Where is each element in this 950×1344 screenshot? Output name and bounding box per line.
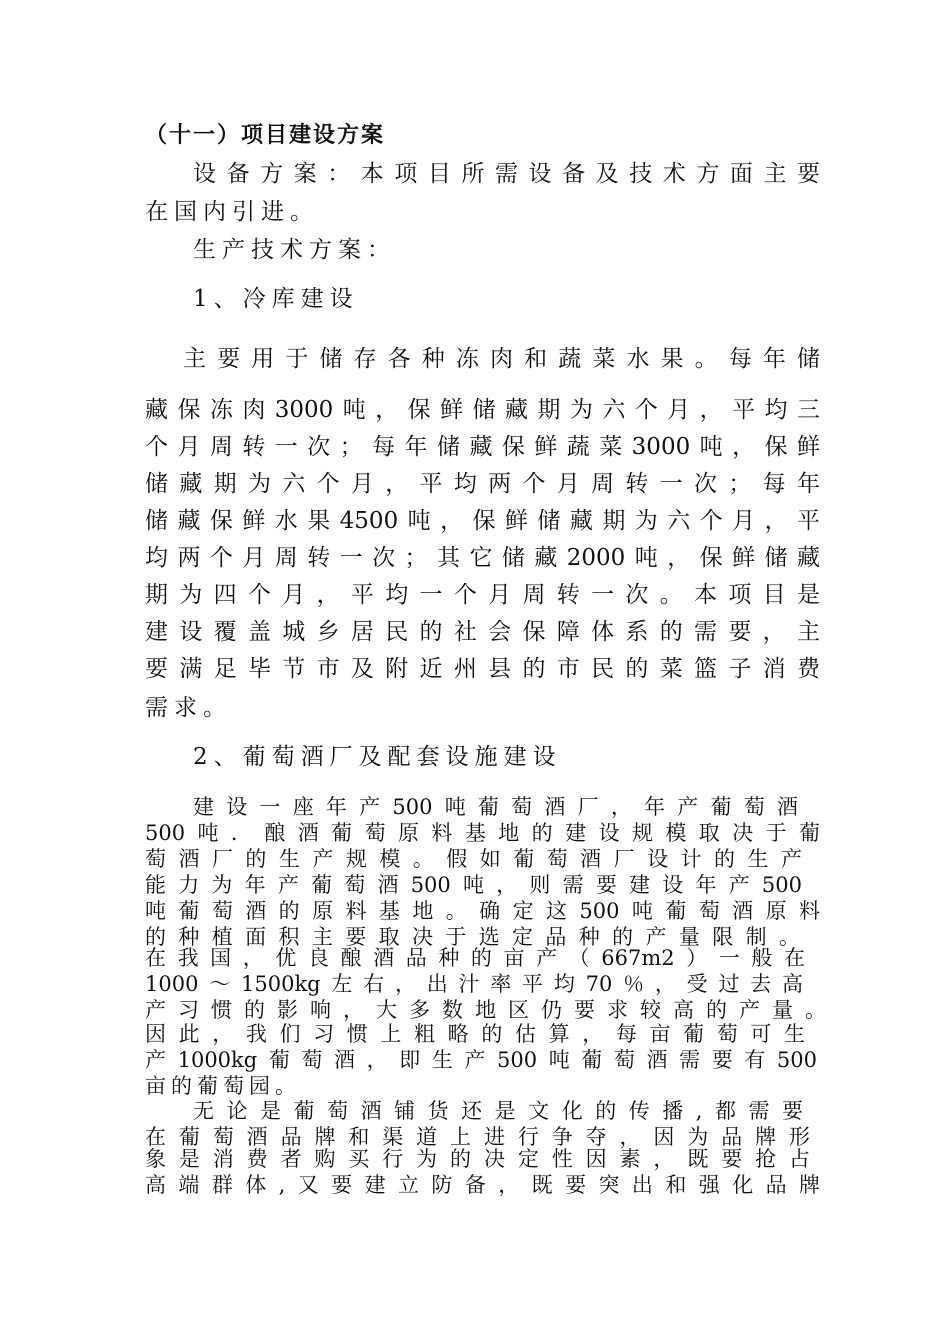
item2-line: 的种植面积主要取决于选定品种的产量限制。: [145, 925, 800, 949]
item2-line: 高端群体,又要建立防备，既要突出和强化品牌: [145, 1173, 820, 1197]
item2-line: 建设一座年产500吨葡萄酒厂，年产葡萄酒: [193, 795, 798, 819]
item1-line: 均两个月周转一次；其它储藏2000吨，保鲜储藏: [145, 545, 820, 571]
item1-line: 储藏期为六个月，平均两个月周转一次；每年: [145, 471, 820, 497]
item2-heading: 2、葡萄酒厂及配套设施建设: [193, 744, 562, 770]
item2-line: 无论是葡萄酒铺货还是文化的传播,都需要: [193, 1099, 803, 1123]
item2-line: 吨葡萄酒的原料基地。确定这500吨葡萄酒原料: [145, 899, 820, 923]
item2-line: 1000～1500kg左右，出汁率平均70％，受过去高: [145, 972, 803, 996]
item2-line: 500吨．酿酒葡萄原料基地的建设规模取决于葡: [145, 821, 820, 845]
item1-line: 个月周转一次；每年储藏保鲜蔬菜3000吨，保鲜: [145, 434, 820, 460]
item1-line: 储藏保鲜水果4500吨，保鲜储藏期为六个月，平: [145, 508, 820, 534]
item2-line: 产1000kg葡萄酒，即生产500吨葡萄酒需要有500: [145, 1048, 817, 1072]
item2-line: 在葡萄酒品牌和渠道上进行争夺，因为品牌形: [145, 1125, 810, 1149]
item2-line: 因此，我们习惯上粗略的估算，每亩葡萄可生: [145, 1022, 805, 1046]
item1-line: 要满足毕节市及附近州县的市民的菜篮子消费: [145, 656, 820, 682]
item2-line: 萄酒厂的生产规模。假如葡萄酒厂设计的生产: [145, 847, 802, 871]
equipment-line-1: 设备方案：本项目所需设备及技术方面主要: [193, 161, 820, 187]
production-heading: 生产技术方案：: [193, 237, 396, 263]
item1-line: 期为四个月，平均一个月周转一次。本项目是: [145, 582, 820, 608]
item2-line: 能力为年产葡萄酒500吨，则需要建设年产500: [145, 873, 802, 897]
item2-line: 象是消费者购买行为的决定性因素，既要抢占: [145, 1147, 810, 1171]
section-title: （十一）项目建设方案: [145, 122, 386, 148]
item1-line: 藏保冻肉3000吨，保鲜储藏期为六个月，平均三: [145, 397, 820, 423]
item1-line: 主要用于储存各种冻肉和蔬菜水果。每年储: [183, 346, 820, 372]
item1-heading: 1、冷库建设: [193, 286, 359, 312]
item2-line: 在我国，优良酿酒品种的亩产（667m2）一般在: [145, 946, 805, 970]
item2-line: 亩的葡萄园。: [145, 1074, 301, 1098]
equipment-line-2: 在国内引进。: [145, 199, 319, 225]
item1-line: 建设覆盖城乡居民的社会保障体系的需要，主: [145, 619, 820, 645]
item2-line: 产习惯的影响，大多数地区仍要求较高的产量。: [145, 998, 826, 1022]
item1-line: 需求。: [145, 695, 232, 721]
